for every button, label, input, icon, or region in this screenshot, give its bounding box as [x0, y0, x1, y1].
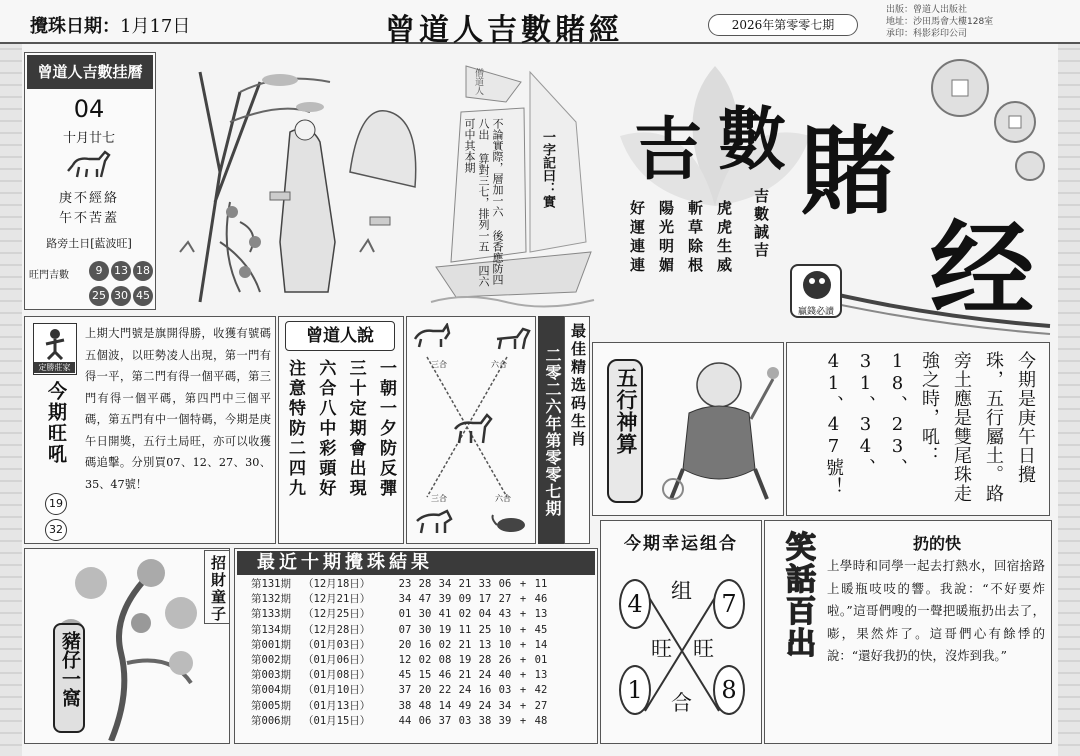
says-column: 三十定期會出現 — [345, 359, 366, 499]
combo-center-top: 组 — [671, 579, 692, 603]
combo-center-left: 旺 — [651, 637, 672, 661]
printer-line: 承印：科影彩印公司 — [886, 29, 968, 39]
says-column: 一朝一夕防反彈 — [375, 359, 396, 499]
combo-number-bottom-left: 1 — [619, 665, 651, 715]
winner-badge-label: 定勝莊家 — [34, 362, 75, 373]
lucky-kids-panel — [24, 548, 230, 744]
says-column: 注意特防二四九 — [285, 359, 305, 499]
results-table — [251, 577, 591, 729]
table-row: 第001期 （01月03日） 20 16 02 21 13 10 + 14 — [251, 638, 548, 651]
issue-number: 2026年第零零七期 — [708, 14, 858, 36]
joke-title: 扔的快 — [912, 534, 961, 553]
commentary-circles — [45, 493, 67, 541]
couplet-column: 陽光明媚 — [657, 200, 675, 276]
table-row: 第004期 （01月10日） 37 20 22 24 16 03 + 42 — [251, 684, 548, 697]
right-border-strip — [1058, 44, 1080, 756]
best-picks — [538, 316, 590, 544]
sailboat-icon — [426, 52, 598, 310]
commentary-number: 19 — [45, 493, 67, 515]
table-row: 第006期 （01月15日） 44 06 37 03 38 39 + 48 — [251, 714, 548, 727]
couplet-column: 虎虎生威 — [715, 200, 733, 276]
publisher-info — [886, 4, 993, 40]
couplet-side-title: 吉數誠吉 — [752, 188, 770, 260]
zodiac-label-bottom-left: 三合 — [431, 494, 447, 503]
lucky-number: 45 — [133, 286, 153, 306]
draw-date — [30, 12, 190, 38]
poem-line: 後香應防四八出 — [477, 118, 504, 285]
results-panel — [234, 548, 598, 744]
draw-date-value: 1月17日 — [120, 16, 191, 37]
lucky-kids-label: 豬仔一窩 — [59, 631, 81, 707]
says-title: 曾道人說 — [285, 321, 395, 351]
poem-line: 不論實際，層加一六 — [491, 118, 504, 217]
logo-char-1: 吉 — [634, 110, 703, 190]
lucky-numbers-row2 — [89, 286, 155, 306]
tiger-icon — [415, 507, 453, 535]
table-row: 第002期 （01月06日） 12 02 08 19 28 26 + 01 — [251, 654, 548, 667]
left-border-strip — [0, 44, 22, 756]
commentary-text: 上期大門號是旗開得勝，收獲有號碼五個波，以旺勢凌人出現，第一門有得一平，第二門有得一個平碼，第三門有得一個平碼，第四門中三個平碼，第五門有中一個特碼，今期是庚午日開獎，五行土局旺，亦可以收獲碼追擊。分別買07、12、27、30、35、47號！ — [85, 327, 271, 491]
says-column: 六合八中彩頭好 — [315, 359, 336, 499]
horse-icon — [65, 147, 115, 181]
winning-badge-label: 贏錢必讀 — [797, 307, 834, 317]
lunar-date: 十月廿七 — [62, 131, 115, 146]
wuxing-label: 五行神算 — [614, 367, 639, 455]
dog-icon — [493, 323, 531, 351]
lucky-number: 18 — [133, 261, 153, 281]
wuxing-image-panel — [592, 342, 784, 516]
table-row: 第131期 （12月18日） 23 28 34 21 33 06 + 11 — [251, 578, 548, 590]
results-title: 最近十期攪珠結果 — [237, 551, 595, 575]
child-illustration — [655, 349, 779, 513]
best-left-column: 二零二六年第零零七期 — [538, 316, 564, 544]
table-row: 第134期 （12月28日） 07 30 19 11 25 10 + 45 — [251, 623, 548, 636]
lucky-number: 9 — [89, 261, 109, 281]
table-row: 第003期 （01月08日） 45 15 46 21 24 40 + 13 — [251, 669, 548, 682]
combo-center-bottom: 合 — [671, 691, 692, 715]
publisher-line: 出版：曾道人出版社 — [886, 5, 968, 15]
says-columns — [283, 359, 399, 539]
logo-char-3: 賭 — [800, 115, 896, 228]
wuxing-text-panel — [786, 342, 1050, 516]
wuxing-label-box — [607, 359, 643, 503]
wuxing-text: 今期是庚午日攪珠，五行屬土。路旁土應是雙尾珠走強之時，吼：18、23、31、34、41、47號！ — [823, 351, 1036, 503]
joke-panel — [764, 520, 1052, 744]
commentary-number: 32 — [45, 519, 67, 541]
lucky-number: 30 — [111, 286, 131, 306]
lucky-kids-title: 招財童子 — [204, 550, 230, 624]
lucky-label: 旺門吉數 — [29, 270, 69, 281]
coin-icon — [920, 54, 1050, 184]
combo-panel — [600, 520, 762, 744]
couplet-column: 好運連連 — [628, 200, 646, 276]
sail-banner: 僧道人 — [473, 68, 483, 95]
poem-text — [462, 118, 504, 288]
calendar-title: 曾道人吉數挂曆 — [27, 55, 153, 89]
joke-text: 上學時和同學一起去打熱水，回宿捨路上暖瓶吱吱的響。我說：“不好要炸啦。”這哥們嗖的一聲把暖瓶扔出去了，嘭，果然炸了。這哥們心有餘悸的說：“還好我扔的快，沒炸到我。” — [827, 558, 1045, 663]
calendar-panel — [24, 52, 156, 310]
winning-badge — [790, 264, 842, 318]
combo-number-bottom-right: 8 — [713, 665, 745, 715]
commentary-panel — [24, 316, 276, 544]
combo-title: 今期幸运组合 — [624, 534, 738, 554]
element-line: 路旁土日[藍波旺] — [46, 237, 132, 250]
rat-icon — [491, 513, 531, 535]
header-bar — [0, 0, 1080, 48]
draw-date-label: 攪珠日期： — [30, 16, 120, 37]
lucky-numbers-row1 — [89, 261, 155, 281]
table-row: 第005期 （01月13日） 38 48 14 49 24 34 + 27 — [251, 699, 548, 712]
logo-char-2: 數 — [718, 100, 787, 180]
poem-line: 四六可中其本期 — [463, 118, 490, 287]
logo-char-4: 经 — [930, 208, 1035, 331]
table-row: 第132期 （12月21日） 34 47 39 09 17 27 + 46 — [251, 593, 548, 606]
cat-icon — [413, 323, 451, 349]
combo-center-right: 旺 — [693, 637, 714, 661]
horse-center-icon — [451, 413, 493, 445]
lucky-number: 25 — [89, 286, 109, 306]
commentary-side-label: 今期旺吼 — [45, 381, 67, 465]
dancer-icon — [38, 326, 72, 360]
zodiac-label-top-right: 六合 — [491, 360, 507, 369]
calendar-line-1: 庚不經絡 — [58, 191, 119, 206]
says-panel — [278, 316, 404, 544]
zodiac-panel — [406, 316, 536, 544]
poem-title: 一字記曰：實 — [540, 130, 555, 208]
calendar-line-2: 午不苦蓋 — [58, 211, 119, 226]
joke-side-label: 笑話百出 — [780, 531, 815, 659]
zodiac-label-bottom-right: 六合 — [495, 494, 511, 503]
poem-line: 算對三七，排列一五 — [477, 153, 490, 252]
sailboat-panel — [426, 52, 598, 310]
zodiac-label-top-left: 三合 — [431, 360, 447, 369]
sage-illustration — [160, 52, 422, 310]
combo-number-top-left: 4 — [619, 579, 651, 629]
couplet — [612, 188, 772, 330]
winner-badge — [33, 323, 77, 375]
page-title: 曾道人吉數賭經 — [385, 13, 623, 48]
fortune-animal-icon — [798, 268, 836, 302]
lucky-kids-label-box — [53, 623, 85, 733]
combo-number-top-right: 7 — [713, 579, 745, 629]
table-row: 第133期 （12月25日） 01 30 41 02 04 43 + 13 — [251, 608, 548, 621]
couplet-column: 斬草除根 — [686, 200, 704, 276]
calendar-day: 04 — [73, 95, 105, 123]
best-right-column: 最佳精选码生肖 — [564, 316, 590, 544]
address-line: 地址：沙田馬會大樓128室 — [886, 17, 994, 27]
lucky-number: 13 — [111, 261, 131, 281]
